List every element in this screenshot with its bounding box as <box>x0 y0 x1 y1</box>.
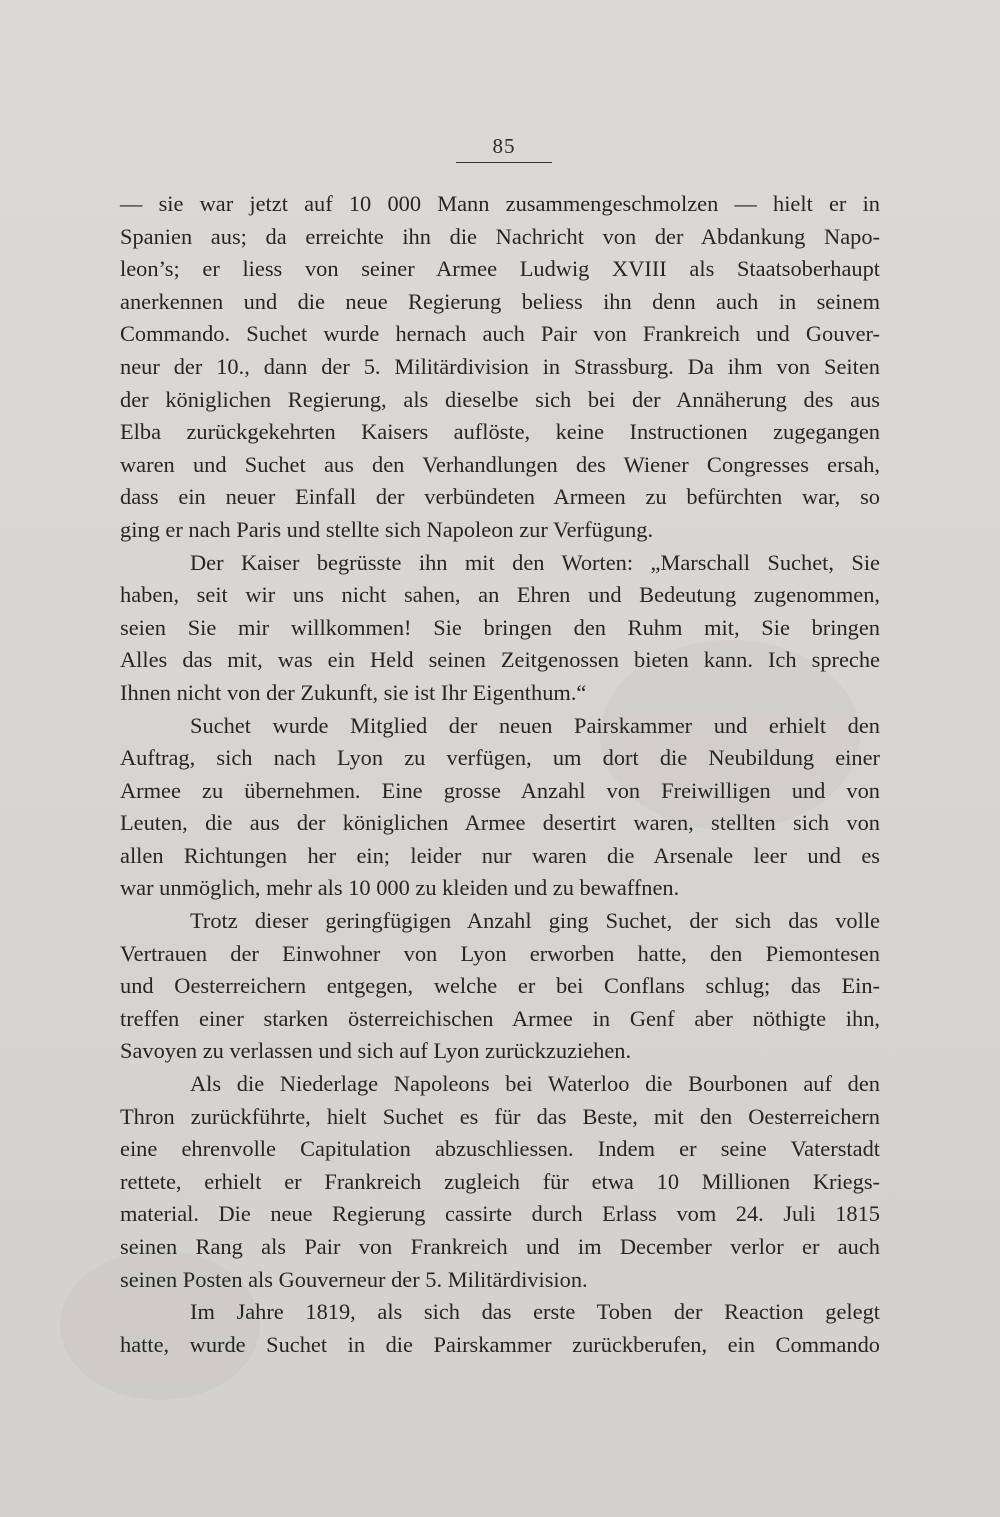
text-line: Vertrauen der Einwohner von Lyon erworben hatte, den Piemontesen <box>120 940 880 966</box>
text-line: ging er nach Paris und stellte sich Napoleon zur Verfügung. <box>120 516 654 542</box>
paragraph <box>120 1296 880 1361</box>
text-line: seinen Rang als Pair von Frankreich und im December verlor er auch <box>120 1234 880 1259</box>
text-line: Suchet wurde Mitglied der neuen Pairskammer und erhielt den <box>190 712 880 738</box>
text-line: Als die Niederlage Napoleons bei Waterloo die Bourbonen auf den <box>190 1071 880 1097</box>
text-line: hatte, wurde Suchet in die Pairskammer zurückberufen, ein Commando <box>120 1331 880 1357</box>
text-line: Thron zurückführte, hielt Suchet es für das Beste, mit den Oesterreichern <box>120 1103 880 1129</box>
text-line: Savoyen zu verlassen und sich auf Lyon zurückzuziehen. <box>120 1038 632 1064</box>
text-line: treffen einer starken österreichischen Armee in Genf aber nöthigte ihn, <box>120 1005 880 1031</box>
paragraph <box>120 905 880 1068</box>
text-line: leon’s; er liess von seiner Armee Ludwig XVIII als Staatsoberhaupt <box>120 256 880 282</box>
text-line: anerkennen und die neue Regierung beliess ihn denn auch in seinem <box>120 288 880 314</box>
text-line: rettete, erhielt er Frankreich zugleich für etwa 10 Millionen Kriegs- <box>120 1168 880 1194</box>
text-line: Im Jahre 1819, als sich das erste Toben der Reaction gelegt <box>190 1299 880 1325</box>
text-line: — sie war jetzt auf 10 000 Mann zusammengeschmolzen — hielt er in <box>120 191 880 216</box>
text-line: war unmöglich, mehr als 10 000 zu kleiden und zu bewaffnen. <box>120 875 680 901</box>
text-line: Commando. Suchet wurde hernach auch Pair von Frankreich und Gouver- <box>120 321 880 347</box>
page-number-rule <box>456 162 552 163</box>
text-line: Alles das mit, was ein Held seinen Zeitgenossen bieten kann. Ich spreche <box>120 647 880 673</box>
text-line: Leuten, die aus der königlichen Armee desertirt waren, stellten sich von <box>120 810 880 836</box>
text-line: Der Kaiser begrüsste ihn mit den Worten: „Marschall Suchet, Sie <box>190 549 880 575</box>
paragraph <box>120 1068 880 1296</box>
text-line: der königlichen Regierung, als dieselbe sich bei der Annäherung des aus <box>120 386 880 412</box>
text-line: und Oesterreichern entgegen, welche er bei Conflans schlug; das Ein- <box>120 973 880 999</box>
text-line: Elba zurückgekehrten Kaisers auflöste, keine Instructionen zugegangen <box>120 419 880 445</box>
text-line: seien Sie mir willkommen! Sie bringen den Ruhm mit, Sie bringen <box>120 614 880 640</box>
paragraph <box>120 547 880 710</box>
text-line: allen Richtungen her ein; leider nur waren die Arsenale leer und es <box>120 842 880 868</box>
text-line: Ihnen nicht von der Zukunft, sie ist Ihr Eigenthum.“ <box>120 679 587 705</box>
text-line: Trotz dieser geringfügigen Anzahl ging Suchet, der sich das volle <box>190 908 880 934</box>
text-line: Armee zu übernehmen. Eine grosse Anzahl von Freiwilligen und von <box>120 777 880 803</box>
text-line: haben, seit wir uns nicht sahen, an Ehren und Bedeutung zugenommen, <box>120 582 880 608</box>
text-line: material. Die neue Regierung cassirte durch Erlass vom 24. Juli 1815 <box>120 1201 880 1227</box>
text-line: eine ehrenvolle Capitulation abzuschliessen. Indem er seine Vaterstadt <box>120 1136 880 1162</box>
text-line: neur der 10., dann der 5. Militärdivision in Strassburg. Da ihm von Seiten <box>120 353 880 379</box>
body-text <box>120 188 880 1361</box>
paragraph <box>120 188 880 547</box>
text-line: waren und Suchet aus den Verhandlungen des Wiener Congresses ersah, <box>120 451 880 477</box>
text-line: seinen Posten als Gouverneur der 5. Militärdivision. <box>120 1266 588 1292</box>
text-line: dass ein neuer Einfall der verbündeten Armeen zu befürchten war, so <box>120 484 880 510</box>
page-number: 85 <box>492 134 516 158</box>
paragraph <box>120 710 880 906</box>
text-line: Spanien aus; da erreichte ihn die Nachricht von der Abdankung Napo- <box>120 223 880 249</box>
text-line: Auftrag, sich nach Lyon zu verfügen, um dort die Neubildung einer <box>120 745 880 771</box>
